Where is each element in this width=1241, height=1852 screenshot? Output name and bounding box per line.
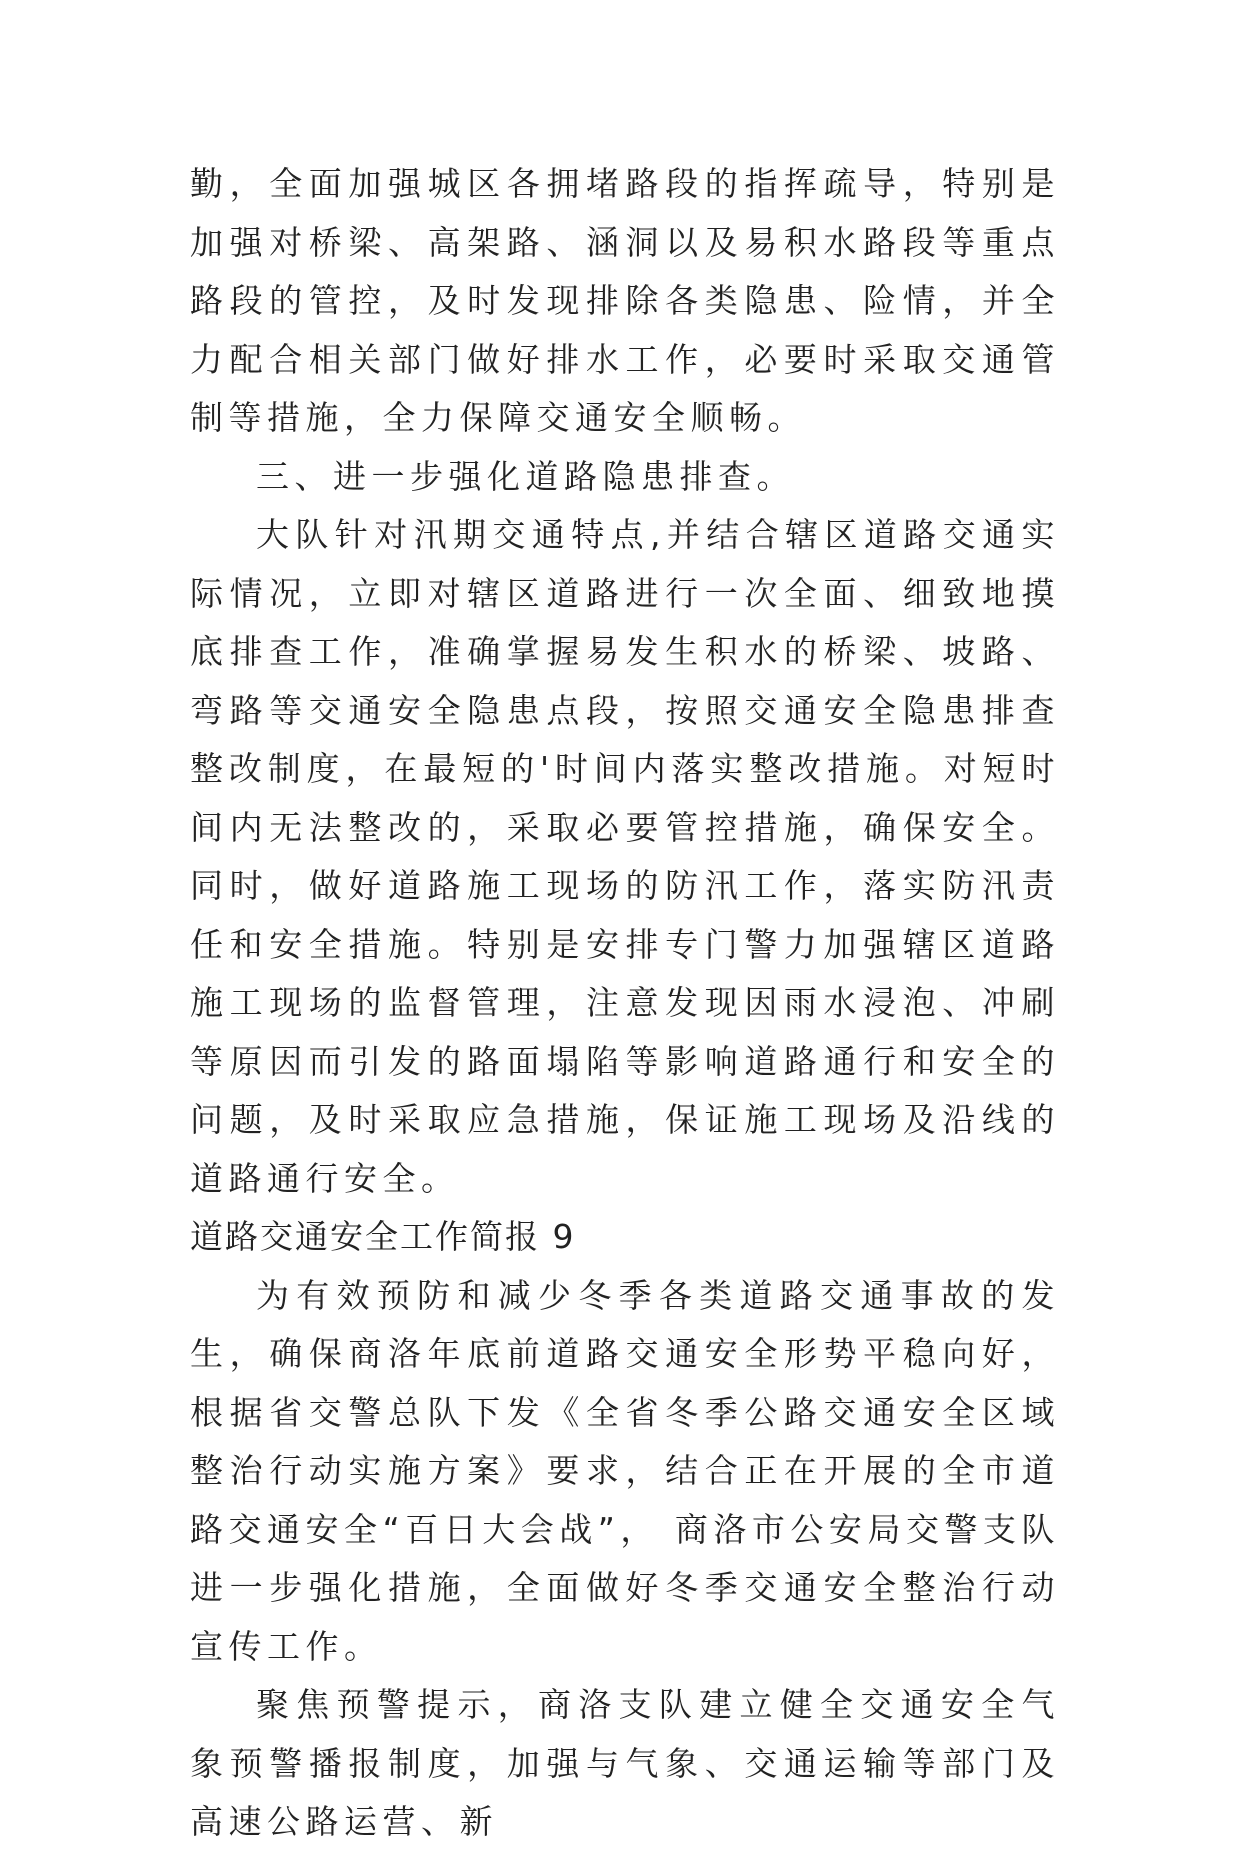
paragraph-hazard-inspection: 大队针对汛期交通特点,并结合辖区道路交通实际情况，立即对辖区道路进行一次全面、细致地摸底排查工作，准确掌握易发生积水的桥梁、坡路、弯路等交通安全隐患点段，按照交通安全隐患排查整改制度，在最短的'时间内落实整改措施。对短时间内无法整改的，采取必要管控措施，确保安全。同时，做好道路施工现场的防汛工作，落实防汛责任和安全措施。特别是安排专门警力加强辖区道路施工现场的监督管理，注意发现因雨水浸泡、冲刷等原因而引发的路面塌陷等影响道路通行和安全的问题，及时采取应急措施，保证施工现场及沿线的道路通行安全。 [190,515,1060,1198]
paragraph-continued: 勤，全面加强城区各拥堵路段的指挥疏导，特别是加强对桥梁、高架路、涵洞以及易积水路段等重点路段的管控，及时发现排除各类隐患、险情，并全力配合相关部门做好排水工作，必要时采取交通管制等措施，全力保障交通安全顺畅。 [190,164,1060,437]
report-title: 道路交通安全工作简报 9 [190,1217,576,1256]
paragraph-warning-system: 聚焦预警提示，商洛支队建立健全交通安全气象预警播报制度，加强与气象、交通运输等部门及高速公路运营、新 [190,1685,1060,1841]
section-heading: 三、进一步强化道路隐患排查。 [256,456,795,496]
paragraph-winter-campaign: 为有效预防和减少冬季各类道路交通事故的发生，确保商洛年底前道路交通安全形势平稳向好，根据省交警总队下发《全省冬季公路交通安全区域整治行动实施方案》要求，结合正在开展的全市道路交通安全“百日大会战”， 商洛市公安局交警支队进一步强化措施，全面做好冬季交通安全整治行动宣传工作。 [190,1275,1060,1666]
document-body [190,155,1060,1852]
